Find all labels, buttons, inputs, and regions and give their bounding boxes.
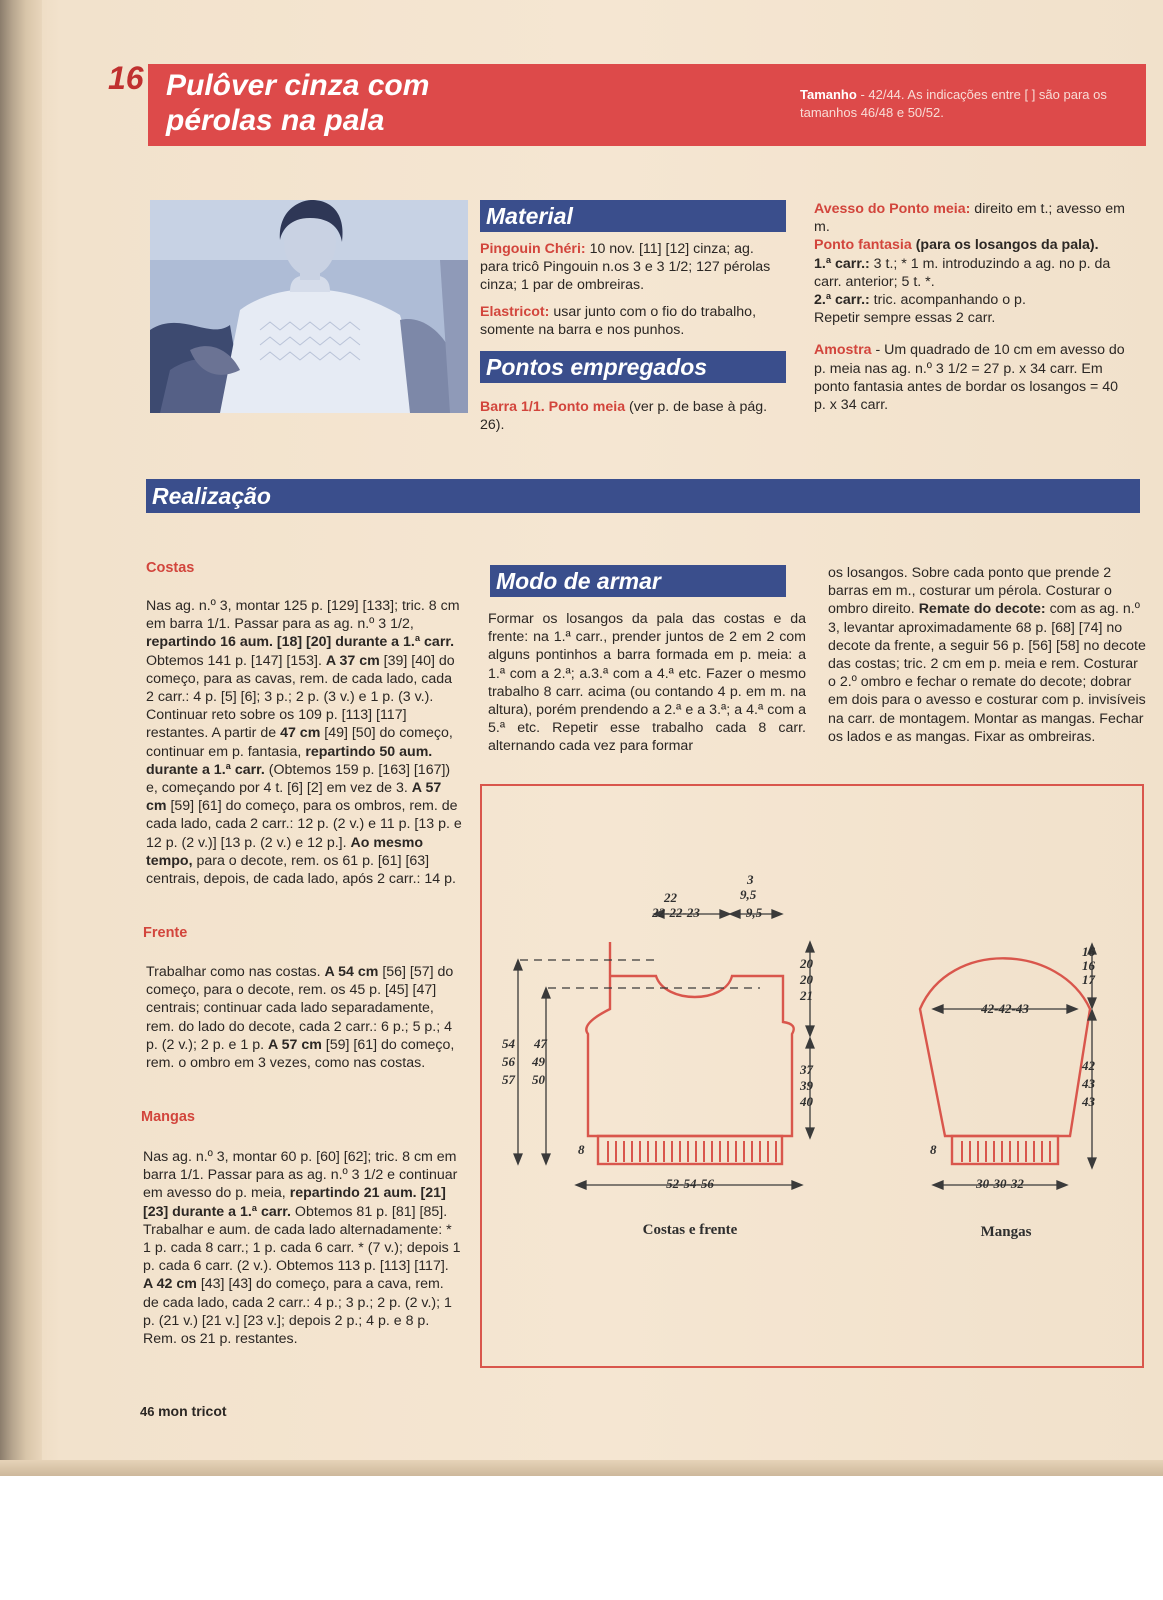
mangas-part: Nas ag. n.º 3, montar 60 p. [60] [62]; tric. 8 cm em barra 1/1. Passar para as ag. n.º 3 1/2 e continuar em avesso do p. meia, xyxy=(143,1149,458,1202)
mangas-part: Obtemos 81 p. [81] [85]. Trabalhar e aum. de cada lado alternadamente: * 1 p. cada 8 carr.; 1 p. cada 6 carr. * (7 v.); depois 1 p. cada 6 carr. (2 v.). Obtemos 113 p. [113] [117]. xyxy=(143,1203,461,1275)
row1-label: 1.ª carr.: xyxy=(814,255,870,272)
label-body-2: 39 xyxy=(800,1078,813,1093)
model-photo xyxy=(150,200,468,413)
armar-part: Remate do decote: xyxy=(918,601,1046,618)
armar-part: os losangos. Sobre cada ponto que prende 2 barras em m., costurar um pérola. Costurar o ombro direito. xyxy=(828,565,1112,618)
page-title: Pulôver cinza com pérolas na pala xyxy=(166,69,430,137)
label-yoke-3: 21 xyxy=(800,988,813,1003)
footer-brand: mon tricot xyxy=(158,1403,227,1419)
costas-heading: Costas xyxy=(146,560,195,576)
label-yoke-2: 20 xyxy=(800,972,813,987)
mangas-part: repartindo 21 aum. [21] [23] durante a 1.ª carr. xyxy=(143,1185,446,1220)
avesso-label: Avesso do Ponto meia: xyxy=(814,201,971,217)
stitch-column xyxy=(814,200,1126,414)
costas-part: Ao mesmo tempo, xyxy=(146,834,424,869)
label-front-2: 49 xyxy=(532,1054,545,1069)
label-sleeve-1: 42 xyxy=(1082,1058,1095,1073)
size-label: Tamanho xyxy=(800,87,857,102)
label-total-1: 54 xyxy=(502,1036,515,1051)
fantasia-suffix: (para os losangos da pala). xyxy=(911,237,1099,254)
mangas-text xyxy=(143,1148,461,1348)
material-yarn xyxy=(480,240,786,295)
frente-part: Trabalhar como nas costas. xyxy=(146,964,325,980)
label-body-1: 37 xyxy=(800,1062,813,1077)
label-front-3: 50 xyxy=(532,1072,545,1087)
pontos-heading: Pontos empregados xyxy=(480,351,786,383)
size-note xyxy=(800,86,1130,122)
costas-part: Obtemos 141 p. [147] [153]. xyxy=(146,652,326,669)
pontos-ref: (ver p. de base à pág. 26). xyxy=(480,399,768,434)
material-elastic xyxy=(480,303,786,339)
frente-part: [56] [57] do começo, para o decote, rem. os 45 p. [45] [47] centrais; continuar cada lado separadamente, rem. do lado do decote, cada 2 carr.: 6 p.; 5 p.; 4 p. (2 v.); 2 p. e 1 p. xyxy=(146,964,454,1053)
label-cap-2: 16 xyxy=(1082,958,1095,973)
sleeve-outline xyxy=(920,958,1090,1136)
sample-text: - Um quadrado de 10 cm em avesso do p. meia nas ag. n.º 3 1/2 = 27 p. x 34 carr. Em ponto fantasia antes de bordar os losangos = 40 p. x 34 carr. xyxy=(814,342,1125,414)
costas-part: A 37 cm xyxy=(325,652,380,669)
costas-part: A 57 cm xyxy=(146,780,442,815)
page-footer xyxy=(140,1403,227,1419)
costas-part: (Obtemos 159 p. [163] [167]) e, começando por 4 t. [6] [2] em vez de 3. xyxy=(146,761,451,797)
costas-part: [39] [40] do começo, para as cavas, rem. de cada lado, cada 2 carr.: 4 p. [5] [6]; 3 p.; 2 p. (3 v.) e 1 p. (3 v.). Continuar reto sobre os 109 p. [113] [117] restantes. A partir de xyxy=(146,652,455,742)
costas-part: repartindo 16 aum. [18] [20] durante a 1.ª carr. xyxy=(146,634,455,651)
footer-page-number: 46 xyxy=(140,1404,155,1419)
schematic-drawing xyxy=(480,784,1144,1368)
label-sleeve-3: 43 xyxy=(1082,1094,1095,1109)
body-outline xyxy=(586,942,793,1136)
realizacao-heading: Realização xyxy=(146,479,1140,513)
row1-text: 3 t.; * 1 m. introduzindo a ag. no p. da carr. anterior; 5 t. *. xyxy=(814,255,1111,290)
armar-heading: Modo de armar xyxy=(490,565,786,597)
avesso-text: direito em t.; avesso em m. xyxy=(814,201,1125,236)
row2-text: tric. acompanhando o p. xyxy=(869,292,1026,309)
armar-text-b xyxy=(828,564,1146,746)
label-rib-body: 8 xyxy=(578,1142,585,1157)
mangas-part: [43] [43] do começo, para a cava, rem. de cada lado, cada 2 carr.: 4 p.; 3 p.; 2 p. (2 v.); 1 p. (21 v.) [21 v.] [23 v.]; depois 2 p.; 4 p. e 8 p. Rem. os 21 p. restantes. xyxy=(143,1276,452,1348)
label-rib-sleeve: 8 xyxy=(930,1142,937,1157)
pattern-number: 16 xyxy=(108,60,144,96)
mangas-heading: Mangas xyxy=(141,1109,195,1125)
frente-text xyxy=(146,963,462,1072)
elastic-text: usar junto com o fio do trabalho, somente na barra e nos punhos. xyxy=(480,303,757,338)
row2-para xyxy=(814,291,1126,309)
label-yoke-1: 20 xyxy=(800,956,813,971)
costas-part: [49] [50] do começo, continuar em p. fantasia, xyxy=(146,725,453,760)
yarn-text: 10 nov. [11] [12] cinza; ag. para tricô Pingouin n.os 3 e 3 1/2; 127 pérolas cinza; 1 par de ombreiras. xyxy=(480,241,771,294)
label-sleeve-width: 42-42-43 xyxy=(981,1001,1029,1016)
fantasia-label: Ponto fantasia xyxy=(814,237,912,254)
label-cap-3: 17 xyxy=(1082,972,1095,987)
model-photo-illustration xyxy=(150,200,468,413)
pontos-label: Barra 1/1. Ponto meia xyxy=(480,399,626,415)
repeat-para: Repetir sempre essas 2 carr. xyxy=(814,310,996,327)
label-neck-row: 22-22-23 xyxy=(652,905,700,920)
size-text: - 42/44. As indicações entre [ ] são para os tamanhos 46/48 e 50/52. xyxy=(800,87,1107,120)
label-shoulder-row: 9,5 xyxy=(745,905,763,920)
costas-text xyxy=(146,597,462,888)
row2-label: 2.ª carr.: xyxy=(814,292,870,309)
costas-part: 47 cm xyxy=(280,725,321,742)
sample-para xyxy=(814,341,1126,414)
frente-part: A 54 cm xyxy=(324,964,379,980)
label-total-3: 57 xyxy=(502,1072,515,1087)
costas-part: Nas ag. n.º 3, montar 125 p. [129] [133]; tric. 8 cm em barra 1/1. Passar para as ag. n.º 3 1/2, xyxy=(146,598,460,633)
avesso-para xyxy=(814,200,1126,236)
label-total-2: 56 xyxy=(502,1054,515,1069)
costas-part: para o decote, rem. os 61 p. [61] [63] centrais, depois, de cada lado, após 2 carr.: 14 p. xyxy=(146,852,456,888)
material-heading: Material xyxy=(480,200,786,232)
caption-body: Costas e frente xyxy=(642,1222,738,1238)
label-shoulder-top: 9,5 xyxy=(740,887,757,902)
label-neck-depth: 3 xyxy=(747,872,754,887)
row1-para xyxy=(814,255,1126,291)
frente-heading: Frente xyxy=(143,925,188,941)
label-neck-top: 22 xyxy=(664,890,677,905)
label-sleeve-2: 43 xyxy=(1082,1076,1095,1091)
frente-part: [59] [61] do começo, rem. o ombro em 3 vezes, como nas costas. xyxy=(146,1036,455,1072)
label-body-width: 52-54-56 xyxy=(666,1176,714,1191)
elastic-label: Elastricot: xyxy=(480,303,550,320)
yarn-label: Pingouin Chéri: xyxy=(480,241,586,257)
page-bottom-edge xyxy=(0,1460,1163,1476)
costas-part: repartindo 50 aum. durante a 1.ª carr. xyxy=(146,743,433,778)
armar-part: com as ag. n.º 3, levantar aproximadamente 68 p. [68] [74] no decote da frente, a seguir 56 p. [56] [58] no decote das costas; tric. 2 cm em p. meia e rem. Costurar o 2.º ombro e fechar o remate do decote; dobrar em dois para o avesso e costurar com p. invisíveis na carr. de montagem. Montar as mangas. Fechar os lados e as mangas. Fixar as ombreiras. xyxy=(828,601,1146,745)
page-spine xyxy=(0,0,42,1475)
label-cap-1: 16 xyxy=(1082,944,1095,959)
label-body-3: 40 xyxy=(800,1094,813,1109)
caption-sleeve: Mangas xyxy=(980,1224,1032,1240)
material-text xyxy=(480,240,786,339)
armar-text-a: Formar os losangos da pala das costas e da frente: na 1.ª carr., prender juntos de 2 em 2 com alguns pontinhos a barra formada em p. meia: a 1.ª com a 2.ª; a.3.ª com a 4.ª etc. Fazer o mesmo trabalho 8 carr. acima (ou contando 4 p. em m. na altura), porém prendendo a 2.ª e a 3.ª; a 4.ª com a 5.ª etc. Repetir esse trabalho cada 8 carr. alternando cada vez para formar xyxy=(488,611,806,755)
mangas-part: A 42 cm xyxy=(143,1276,197,1293)
label-front-1: 47 xyxy=(534,1036,547,1051)
label-cuff-width: 30-30-32 xyxy=(976,1176,1024,1191)
fantasia-para xyxy=(814,236,1126,254)
sample-label: Amostra xyxy=(814,342,872,359)
costas-part: [59] [61] do começo, para os ombros, rem. de cada lado, cada 2 carr.: 12 p. (2 v.) e 11 p. [13 p. e 12 p. (2 v.)] [13 p. (2 v.) e 12 p.]. xyxy=(146,798,462,851)
body-ribbing xyxy=(598,1136,782,1164)
pontos-text xyxy=(480,398,786,434)
frente-part: A 57 cm xyxy=(267,1036,322,1053)
